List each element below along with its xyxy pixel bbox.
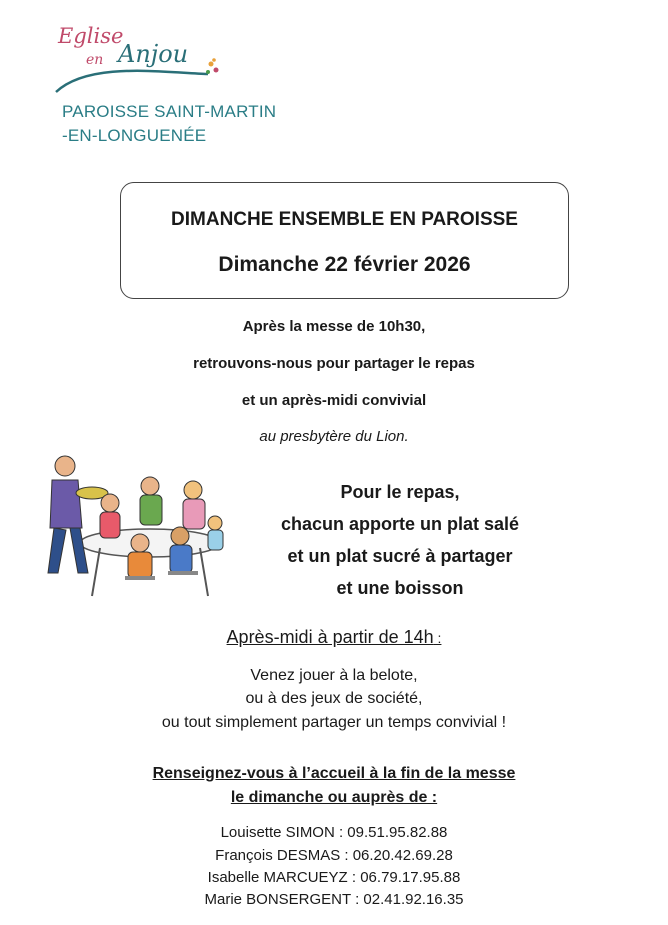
- intro-line-3: et un après-midi convivial: [241, 392, 427, 409]
- afternoon-heading-colon: :: [433, 630, 442, 646]
- event-date: Dimanche 22 février 2026: [218, 253, 471, 276]
- intro-location: au presbytère du Lion.: [259, 428, 409, 445]
- logo-anjou-text: Anjou: [118, 40, 189, 68]
- afternoon-heading: Après-midi à partir de 14h: [226, 627, 434, 647]
- info-heading-line-1: Renseignez-vous à l’accueil à la fin de la messe: [152, 765, 516, 782]
- afternoon-line-3: ou tout simplement partager un temps convivial !: [161, 714, 507, 731]
- afternoon-line-2: ou à des jeux de société,: [245, 690, 423, 707]
- parish-logo: [48, 22, 278, 152]
- meal-line-1: Pour le repas,: [340, 482, 460, 502]
- afternoon-heading-row: [0, 627, 668, 648]
- parish-name-line2: -EN-LONGUENÉE: [62, 126, 207, 145]
- meal-line-2: chacun apporte un plat salé: [280, 514, 520, 534]
- intro-line-2: retrouvons-nous pour partager le repas: [193, 355, 475, 372]
- meal-line-3: et un plat sucré à partager: [287, 546, 513, 566]
- logo-en-text: en: [86, 52, 104, 68]
- shared-meal-illustration: [30, 448, 245, 600]
- contact-item: Marie BONSERGENT : 02.41.92.16.35: [204, 891, 464, 908]
- contact-item: Isabelle MARCUEYZ : 06.79.17.95.88: [207, 869, 461, 886]
- title-box: [120, 182, 569, 299]
- event-title: DIMANCHE ENSEMBLE EN PAROISSE: [171, 209, 518, 230]
- contact-item: Louisette SIMON : 09.51.95.82.88: [220, 824, 448, 841]
- afternoon-line-1: Venez jouer à la belote,: [250, 667, 418, 684]
- intro-line-1: Après la messe de 10h30,: [242, 318, 426, 335]
- parish-name-line1: PAROISSE SAINT-MARTIN: [62, 102, 277, 121]
- info-heading-line-2: le dimanche ou auprès de :: [230, 789, 438, 806]
- logo-eglise-text: Eglise: [58, 24, 124, 48]
- contact-item: François DESMAS : 06.20.42.69.28: [215, 847, 453, 864]
- parish-name: [62, 100, 276, 148]
- meal-line-4: et une boisson: [336, 578, 464, 598]
